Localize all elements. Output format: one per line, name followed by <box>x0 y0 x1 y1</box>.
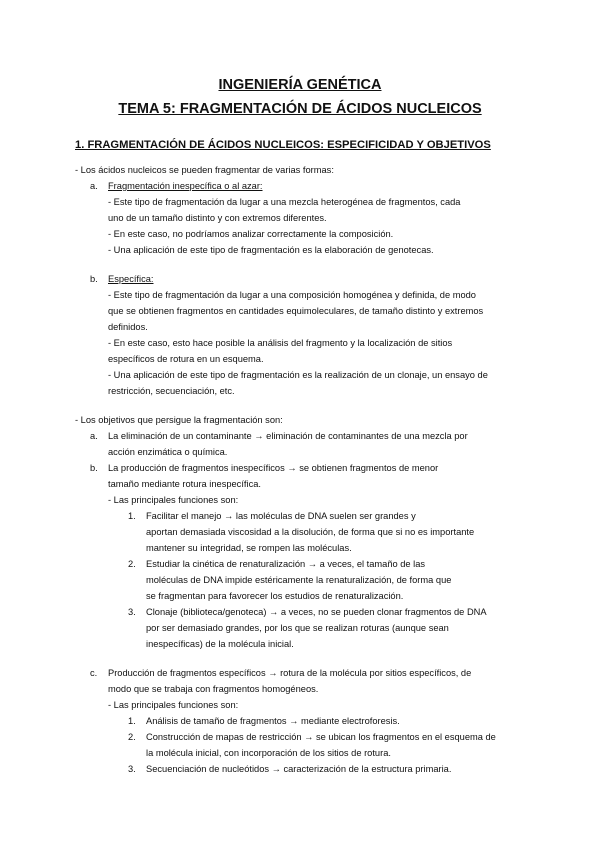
text-line: que se obtienen fragmentos en cantidades equimoleculares, de tamaño distinto y extremos <box>108 306 484 316</box>
text-line: - En este caso, no podríamos analizar correctamente la composición. <box>108 229 394 239</box>
text-line: acción enzimática o química. <box>108 447 228 457</box>
text-line: - En este caso, esto hace posible la análisis del fragmento y la localización de sitios <box>108 338 453 348</box>
text-line: - Una aplicación de este tipo de fragmentación es la realización de un clonaje, un ensayo de <box>108 370 488 380</box>
text-line: aportan demasiada viscosidad a la disolución, de forma que si no es importante <box>146 527 475 537</box>
document-subtitle: TEMA 5: FRAGMENTACIÓN DE ÁCIDOS NUCLEICOS <box>118 101 482 117</box>
text-line: - Este tipo de fragmentación da lugar a una composición homogénea y definida, de modo <box>108 290 476 300</box>
text-line: Análisis de tamaño de fragmentos → mediante electroforesis. <box>146 716 400 726</box>
intro-line: - Los ácidos nucleicos se pueden fragmentar de varias formas: <box>75 165 334 175</box>
numbered-marker: 2. <box>128 559 136 569</box>
list-item-title: Fragmentación inespecífica o al azar: <box>108 181 263 191</box>
text-line: Construcción de mapas de restricción → se ubican los fragmentos en el esquema de <box>146 732 496 742</box>
text-line: moléculas de DNA impide estéricamente la renaturalización, de forma que <box>146 575 452 585</box>
text-line: Clonaje (biblioteca/genoteca) → a veces, no se pueden clonar fragmentos de DNA <box>146 607 487 617</box>
text-line: La producción de fragmentos inespecíficos → se obtienen fragmentos de menor <box>108 463 439 473</box>
text-line: - Las principales funciones son: <box>108 700 239 710</box>
numbered-marker: 1. <box>128 716 136 726</box>
text-line: La eliminación de un contaminante → eliminación de contaminantes de una mezcla por <box>108 431 468 441</box>
numbered-marker: 1. <box>128 511 136 521</box>
list-marker: a. <box>90 431 98 441</box>
numbered-marker: 3. <box>128 764 136 774</box>
text-line: tamaño mediante rotura inespecífica. <box>108 479 261 489</box>
text-line: específicos de rotura en un esquema. <box>108 354 264 364</box>
text-line: Secuenciación de nucleótidos → caracterización de la estructura primaria. <box>146 764 452 774</box>
text-line: Facilitar el manejo → las moléculas de DNA suelen ser grandes y <box>146 511 416 521</box>
numbered-marker: 3. <box>128 607 136 617</box>
document-title: INGENIERÍA GENÉTICA <box>218 77 382 93</box>
text-line: la molécula inicial, con incorporación de los sitios de rotura. <box>146 748 391 758</box>
text-line: por ser demasiado grandes, por los que se realizan roturas (aunque sean <box>146 623 449 633</box>
text-line: Estudiar la cinética de renaturalización → a veces, el tamaño de las <box>146 559 426 569</box>
text-line: uno de un tamaño distinto y con extremos diferentes. <box>108 213 327 223</box>
text-line: definidos. <box>108 322 148 332</box>
text-line: modo que se trabaja con fragmentos homogéneos. <box>108 684 319 694</box>
text-line: - Una aplicación de este tipo de fragmentación es la elaboración de genotecas. <box>108 245 434 255</box>
text-line: - Este tipo de fragmentación da lugar a una mezcla heterogénea de fragmentos, cada <box>108 197 461 207</box>
list-marker: c. <box>90 668 98 678</box>
list-marker: b. <box>90 274 98 284</box>
text-line: restricción, secuenciación, etc. <box>108 386 235 396</box>
text-line: se fragmentan para favorecer los estudios de renaturalización. <box>146 591 404 601</box>
numbered-marker: 2. <box>128 732 136 742</box>
list-marker: a. <box>90 181 98 191</box>
text-line: - Las principales funciones son: <box>108 495 239 505</box>
list-item-title: Específica: <box>108 274 154 284</box>
section-heading: 1. FRAGMENTACIÓN DE ÁCIDOS NUCLEICOS: ESPECIFICIDAD Y OBJETIVOS <box>75 139 491 151</box>
text-line: mantener su integridad, se rompen las moléculas. <box>146 543 352 553</box>
text-line: inespecíficas) de la molécula inicial. <box>146 639 294 649</box>
objectives-intro: - Los objetivos que persigue la fragmentación son: <box>75 415 283 425</box>
text-line: Producción de fragmentos específicos → rotura de la molécula por sitios específicos, de <box>108 668 472 678</box>
list-marker: b. <box>90 463 98 473</box>
